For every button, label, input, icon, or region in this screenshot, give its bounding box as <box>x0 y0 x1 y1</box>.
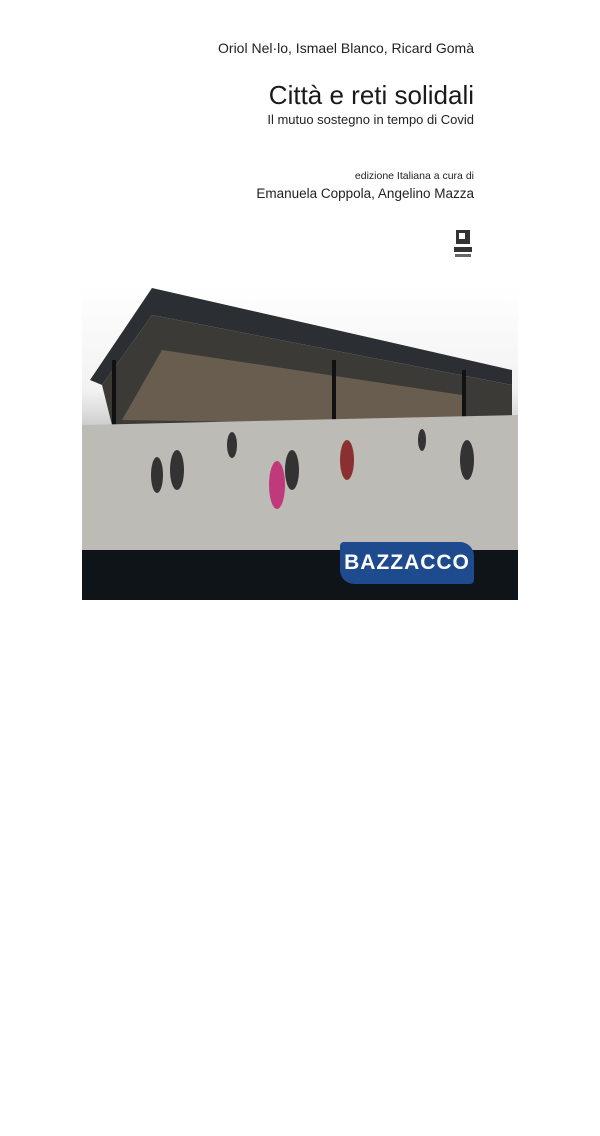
curators: Emanuela Coppola, Angelino Mazza <box>256 186 474 201</box>
series-description: Studi per la città contemporanea <box>140 1127 256 1136</box>
book-cover <box>82 0 518 1136</box>
book-title: Città e reti solidali <box>268 80 474 110</box>
publisher-logo: BAZZACCO <box>340 542 474 584</box>
edition-label: edizione Italiana a cura di <box>354 170 474 182</box>
clean-logo-icon <box>453 228 473 260</box>
series-info <box>92 1126 255 1136</box>
authors: Oriol Nel·lo, Ismael Blanco, Ricard Gomà <box>218 40 474 56</box>
book-subtitle: Il mutuo sostegno in tempo di Covid <box>267 112 474 127</box>
building-illustration <box>82 285 518 550</box>
cover-photo <box>82 285 518 550</box>
series-number: 10 / Urbana <box>92 1126 138 1136</box>
